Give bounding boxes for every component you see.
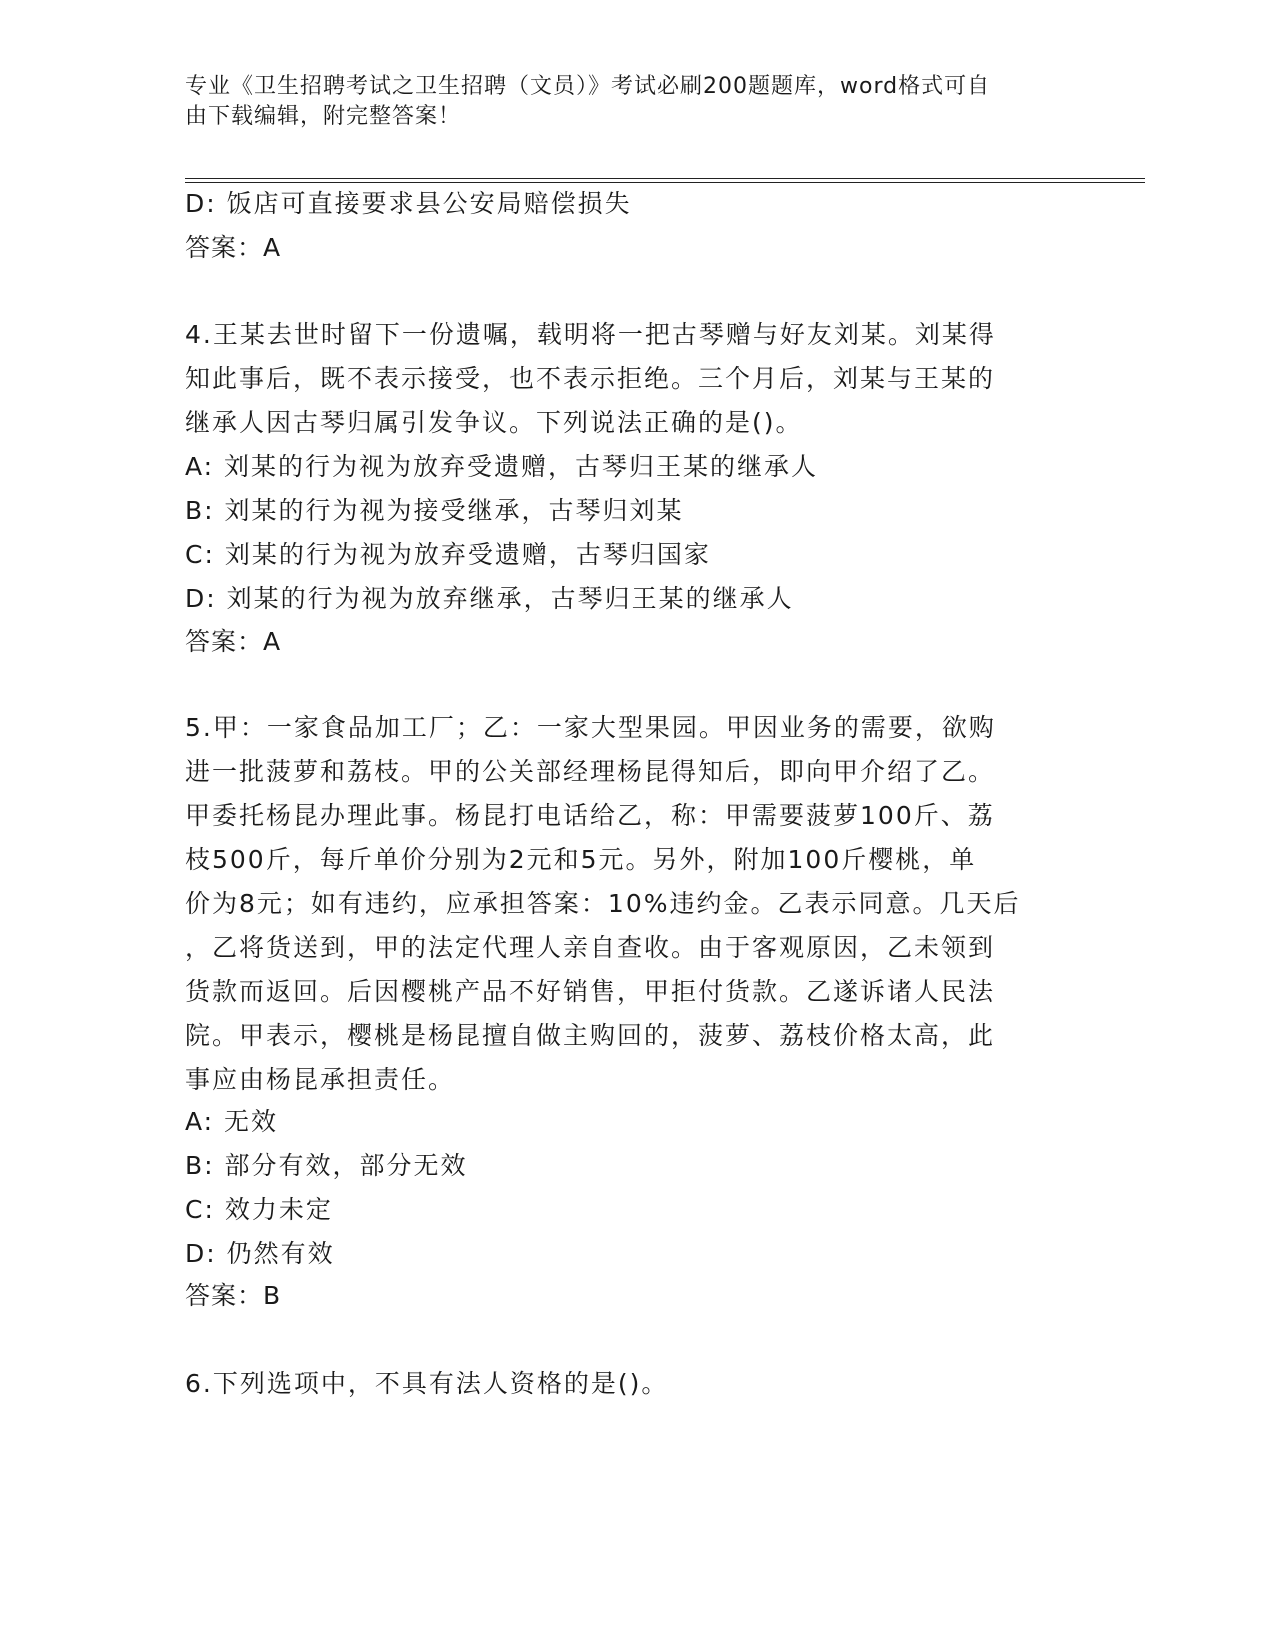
q5-option-b: B: 部分有效，部分无效 (185, 1151, 468, 1180)
q5-answer: 答案：B (185, 1281, 282, 1310)
q3-option-d: D: 饭店可直接要求县公安局赔偿损失 (185, 189, 632, 218)
q4-stem-line-3: 继承人因古琴归属引发争议。下列说法正确的是()。 (185, 408, 803, 437)
q4-option-a: A: 刘某的行为视为放弃受遗赠，古琴归王某的继承人 (185, 452, 819, 481)
header-line-1: 专业《卫生招聘考试之卫生招聘（文员）》考试必刷200题题库，word格式可自 (185, 74, 991, 99)
q5-stem-line-3: 甲委托杨昆办理此事。杨昆打电话给乙，称：甲需要菠萝100斤、荔 (185, 801, 995, 830)
header-line-2: 由下载编辑，附完整答案！ (185, 104, 462, 129)
q5-option-d: D: 仍然有效 (185, 1239, 335, 1268)
q4-stem-line-2: 知此事后，既不表示接受，也不表示拒绝。三个月后，刘某与王某的 (185, 364, 996, 393)
q4-option-c: C: 刘某的行为视为放弃受遗赠，古琴归国家 (185, 540, 711, 569)
header-divider-bottom (185, 182, 1145, 183)
q4-option-b: B: 刘某的行为视为接受继承，古琴归刘某 (185, 496, 684, 525)
q4-option-d: D: 刘某的行为视为放弃继承，古琴归王某的继承人 (185, 584, 794, 613)
q5-stem-line-4: 枝500斤，每斤单价分别为2元和5元。另外，附加100斤樱桃，单 (185, 845, 977, 874)
q6-stem-line-1: 6.下列选项中，不具有法人资格的是()。 (185, 1369, 669, 1398)
q5-stem-line-8: 院。甲表示，樱桃是杨昆擅自做主购回的，菠萝、荔枝价格太高，此 (185, 1021, 996, 1050)
q5-option-c: C: 效力未定 (185, 1195, 333, 1224)
document-header (185, 72, 1065, 132)
q5-stem-line-7: 货款而返回。后因樱桃产品不好销售，甲拒付货款。乙遂诉诸人民法 (185, 977, 996, 1006)
q5-stem-line-9: 事应由杨昆承担责任。 (185, 1065, 456, 1094)
q5-stem-line-5: 价为8元；如有违约，应承担答案：10%违约金。乙表示同意。几天后 (185, 889, 1021, 918)
q4-stem-line-1: 4.王某去世时留下一份遗嘱，载明将一把古琴赠与好友刘某。刘某得 (185, 320, 996, 349)
q5-stem-line-1: 5.甲：一家食品加工厂；乙：一家大型果园。甲因业务的需要，欲购 (185, 713, 996, 742)
q3-answer: 答案：A (185, 233, 282, 262)
header-divider-top (185, 178, 1145, 179)
q4-answer: 答案：A (185, 627, 282, 656)
q5-stem-line-6: ，乙将货送到，甲的法定代理人亲自查收。由于客观原因，乙未领到 (185, 933, 996, 962)
q5-stem-line-2: 进一批菠萝和荔枝。甲的公关部经理杨昆得知后，即向甲介绍了乙。 (185, 757, 996, 786)
q5-option-a: A: 无效 (185, 1107, 279, 1136)
